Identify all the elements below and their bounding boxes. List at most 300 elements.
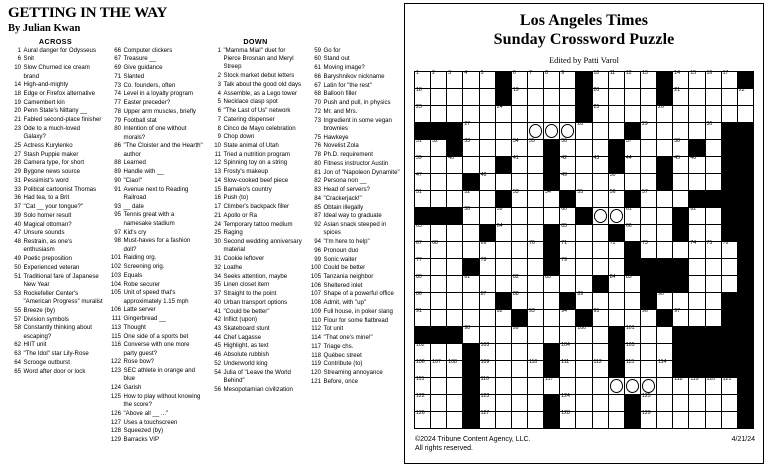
- grid-cell[interactable]: [447, 105, 463, 122]
- grid-cell[interactable]: [640, 105, 656, 122]
- grid-cell[interactable]: [415, 275, 431, 292]
- grid-cell[interactable]: [511, 88, 527, 105]
- grid-cell[interactable]: [415, 360, 431, 377]
- grid-cell[interactable]: [689, 309, 705, 326]
- grid-cell[interactable]: [657, 394, 673, 411]
- grid-cell[interactable]: [576, 292, 592, 309]
- grid-cell[interactable]: [415, 394, 431, 411]
- grid-cell[interactable]: [544, 309, 560, 326]
- grid-cell[interactable]: [431, 360, 447, 377]
- grid-cell[interactable]: [479, 156, 495, 173]
- grid-cell[interactable]: [673, 190, 689, 207]
- grid-cell[interactable]: [544, 326, 560, 343]
- grid-cell[interactable]: [673, 292, 689, 309]
- grid-cell[interactable]: [415, 71, 431, 88]
- grid-cell[interactable]: [576, 411, 592, 428]
- grid-cell[interactable]: [705, 258, 721, 275]
- grid-cell[interactable]: [640, 309, 656, 326]
- grid-cell[interactable]: [447, 71, 463, 88]
- grid-cell[interactable]: [624, 360, 640, 377]
- grid-cell[interactable]: [737, 88, 753, 105]
- grid-cell[interactable]: [640, 88, 656, 105]
- grid-cell[interactable]: [511, 173, 527, 190]
- grid-cell[interactable]: [415, 309, 431, 326]
- grid-cell[interactable]: [431, 377, 447, 394]
- grid-cell[interactable]: [544, 105, 560, 122]
- grid-cell[interactable]: [689, 122, 705, 139]
- grid-cell[interactable]: [657, 122, 673, 139]
- grid-cell[interactable]: [705, 275, 721, 292]
- grid-cell[interactable]: [415, 173, 431, 190]
- grid-cell[interactable]: [705, 156, 721, 173]
- grid-cell[interactable]: [689, 71, 705, 88]
- grid-cell[interactable]: [624, 275, 640, 292]
- grid-cell[interactable]: [447, 156, 463, 173]
- grid-cell[interactable]: [511, 156, 527, 173]
- grid-cell[interactable]: [463, 241, 479, 258]
- grid-cell[interactable]: [560, 394, 576, 411]
- grid-cell[interactable]: [624, 156, 640, 173]
- grid-cell[interactable]: [527, 71, 543, 88]
- grid-cell[interactable]: [527, 105, 543, 122]
- grid-cell[interactable]: [511, 377, 527, 394]
- grid-cell[interactable]: [511, 411, 527, 428]
- grid-cell[interactable]: [544, 71, 560, 88]
- grid-cell[interactable]: [415, 343, 431, 360]
- grid-cell[interactable]: [447, 190, 463, 207]
- grid-cell[interactable]: [705, 377, 721, 394]
- grid-cell[interactable]: [673, 156, 689, 173]
- grid-cell[interactable]: [608, 190, 624, 207]
- grid-cell[interactable]: [624, 71, 640, 88]
- grid-cell[interactable]: [560, 105, 576, 122]
- grid-cell[interactable]: [640, 156, 656, 173]
- grid-cell[interactable]: [640, 377, 656, 394]
- grid-cell[interactable]: [511, 258, 527, 275]
- grid-cell[interactable]: [705, 139, 721, 156]
- grid-cell[interactable]: [463, 275, 479, 292]
- grid-cell[interactable]: [673, 394, 689, 411]
- grid-cell[interactable]: [544, 190, 560, 207]
- grid-cell[interactable]: [608, 105, 624, 122]
- grid-cell[interactable]: [560, 241, 576, 258]
- grid-cell[interactable]: [495, 411, 511, 428]
- grid-cell[interactable]: [431, 139, 447, 156]
- grid-cell[interactable]: [527, 343, 543, 360]
- grid-cell[interactable]: [495, 122, 511, 139]
- grid-cell[interactable]: [447, 258, 463, 275]
- grid-cell[interactable]: [592, 224, 608, 241]
- grid-cell[interactable]: [479, 190, 495, 207]
- grid-cell[interactable]: [463, 88, 479, 105]
- grid-cell[interactable]: [592, 207, 608, 224]
- grid-cell[interactable]: [479, 173, 495, 190]
- grid-cell[interactable]: [463, 292, 479, 309]
- grid-cell[interactable]: [640, 394, 656, 411]
- grid-cell[interactable]: [560, 156, 576, 173]
- grid-cell[interactable]: [705, 394, 721, 411]
- grid-cell[interactable]: [447, 360, 463, 377]
- grid-cell[interactable]: [463, 309, 479, 326]
- grid-cell[interactable]: [527, 326, 543, 343]
- grid-cell[interactable]: [447, 241, 463, 258]
- grid-cell[interactable]: [495, 241, 511, 258]
- grid-cell[interactable]: [495, 309, 511, 326]
- grid-cell[interactable]: [431, 71, 447, 88]
- grid-cell[interactable]: [511, 394, 527, 411]
- grid-cell[interactable]: [705, 309, 721, 326]
- grid-cell[interactable]: [608, 275, 624, 292]
- grid-cell[interactable]: [495, 394, 511, 411]
- grid-cell[interactable]: [624, 105, 640, 122]
- grid-cell[interactable]: [592, 343, 608, 360]
- grid-cell[interactable]: [640, 241, 656, 258]
- grid-cell[interactable]: [673, 122, 689, 139]
- grid-cell[interactable]: [705, 241, 721, 258]
- grid-cell[interactable]: [592, 156, 608, 173]
- grid-cell[interactable]: [479, 326, 495, 343]
- grid-cell[interactable]: [721, 258, 737, 275]
- grid-cell[interactable]: [479, 343, 495, 360]
- grid-cell[interactable]: [721, 71, 737, 88]
- grid-cell[interactable]: [431, 258, 447, 275]
- grid-cell[interactable]: [608, 173, 624, 190]
- grid-cell[interactable]: [576, 394, 592, 411]
- grid-cell[interactable]: [479, 377, 495, 394]
- grid-cell[interactable]: [415, 411, 431, 428]
- grid-cell[interactable]: [479, 88, 495, 105]
- grid-cell[interactable]: [576, 275, 592, 292]
- grid-cell[interactable]: [431, 275, 447, 292]
- grid-cell[interactable]: [560, 122, 576, 139]
- grid-cell[interactable]: [479, 258, 495, 275]
- crossword-grid[interactable]: [414, 71, 754, 429]
- grid-cell[interactable]: [673, 173, 689, 190]
- grid-cell[interactable]: [560, 343, 576, 360]
- grid-cell[interactable]: [592, 377, 608, 394]
- grid-cell[interactable]: [608, 309, 624, 326]
- grid-cell[interactable]: [415, 190, 431, 207]
- grid-cell[interactable]: [624, 377, 640, 394]
- grid-cell[interactable]: [592, 309, 608, 326]
- grid-cell[interactable]: [576, 224, 592, 241]
- grid-cell[interactable]: [527, 411, 543, 428]
- grid-cell[interactable]: [608, 411, 624, 428]
- grid-cell[interactable]: [624, 88, 640, 105]
- grid-cell[interactable]: [721, 377, 737, 394]
- grid-cell[interactable]: [479, 411, 495, 428]
- grid-cell[interactable]: [544, 275, 560, 292]
- grid-cell[interactable]: [560, 139, 576, 156]
- grid-cell[interactable]: [640, 343, 656, 360]
- grid-cell[interactable]: [560, 71, 576, 88]
- grid-cell[interactable]: [657, 207, 673, 224]
- grid-cell[interactable]: [463, 105, 479, 122]
- grid-cell[interactable]: [527, 156, 543, 173]
- grid-cell[interactable]: [511, 292, 527, 309]
- grid-cell[interactable]: [447, 224, 463, 241]
- grid-cell[interactable]: [640, 139, 656, 156]
- grid-cell[interactable]: [737, 105, 753, 122]
- grid-cell[interactable]: [576, 360, 592, 377]
- grid-cell[interactable]: [544, 122, 560, 139]
- grid-cell[interactable]: [415, 224, 431, 241]
- grid-cell[interactable]: [705, 105, 721, 122]
- grid-cell[interactable]: [592, 105, 608, 122]
- grid-cell[interactable]: [495, 360, 511, 377]
- grid-cell[interactable]: [431, 190, 447, 207]
- grid-cell[interactable]: [689, 207, 705, 224]
- grid-cell[interactable]: [592, 241, 608, 258]
- grid-cell[interactable]: [592, 258, 608, 275]
- grid-cell[interactable]: [705, 122, 721, 139]
- grid-cell[interactable]: [673, 105, 689, 122]
- grid-cell[interactable]: [689, 173, 705, 190]
- grid-cell[interactable]: [527, 224, 543, 241]
- grid-cell[interactable]: [479, 275, 495, 292]
- grid-cell[interactable]: [657, 377, 673, 394]
- grid-cell[interactable]: [431, 224, 447, 241]
- grid-cell[interactable]: [640, 326, 656, 343]
- grid-cell[interactable]: [527, 292, 543, 309]
- grid-cell[interactable]: [479, 139, 495, 156]
- grid-cell[interactable]: [463, 326, 479, 343]
- grid-cell[interactable]: [657, 343, 673, 360]
- grid-cell[interactable]: [705, 292, 721, 309]
- grid-cell[interactable]: [463, 71, 479, 88]
- grid-cell[interactable]: [431, 292, 447, 309]
- grid-cell[interactable]: [527, 173, 543, 190]
- grid-cell[interactable]: [624, 207, 640, 224]
- grid-cell[interactable]: [576, 258, 592, 275]
- grid-cell[interactable]: [592, 122, 608, 139]
- grid-cell[interactable]: [479, 122, 495, 139]
- grid-cell[interactable]: [608, 394, 624, 411]
- grid-cell[interactable]: [560, 360, 576, 377]
- grid-cell[interactable]: [657, 139, 673, 156]
- grid-cell[interactable]: [415, 258, 431, 275]
- grid-cell[interactable]: [560, 88, 576, 105]
- grid-cell[interactable]: [592, 88, 608, 105]
- grid-cell[interactable]: [511, 190, 527, 207]
- grid-cell[interactable]: [511, 241, 527, 258]
- grid-cell[interactable]: [447, 309, 463, 326]
- grid-cell[interactable]: [608, 292, 624, 309]
- grid-cell[interactable]: [463, 224, 479, 241]
- grid-cell[interactable]: [495, 343, 511, 360]
- grid-cell[interactable]: [560, 309, 576, 326]
- grid-cell[interactable]: [560, 207, 576, 224]
- grid-cell[interactable]: [415, 156, 431, 173]
- grid-cell[interactable]: [689, 105, 705, 122]
- grid-cell[interactable]: [527, 88, 543, 105]
- grid-cell[interactable]: [479, 207, 495, 224]
- grid-cell[interactable]: [673, 411, 689, 428]
- grid-cell[interactable]: [673, 309, 689, 326]
- grid-cell[interactable]: [495, 139, 511, 156]
- grid-cell[interactable]: [576, 241, 592, 258]
- grid-cell[interactable]: [657, 224, 673, 241]
- grid-cell[interactable]: [431, 105, 447, 122]
- grid-cell[interactable]: [415, 377, 431, 394]
- grid-cell[interactable]: [705, 88, 721, 105]
- grid-cell[interactable]: [689, 377, 705, 394]
- grid-cell[interactable]: [721, 275, 737, 292]
- grid-cell[interactable]: [576, 326, 592, 343]
- grid-cell[interactable]: [705, 411, 721, 428]
- grid-cell[interactable]: [415, 139, 431, 156]
- grid-cell[interactable]: [592, 190, 608, 207]
- grid-cell[interactable]: [479, 105, 495, 122]
- grid-cell[interactable]: [721, 411, 737, 428]
- grid-cell[interactable]: [640, 207, 656, 224]
- grid-cell[interactable]: [495, 377, 511, 394]
- grid-cell[interactable]: [624, 343, 640, 360]
- grid-cell[interactable]: [495, 173, 511, 190]
- grid-cell[interactable]: [721, 394, 737, 411]
- grid-cell[interactable]: [447, 88, 463, 105]
- grid-cell[interactable]: [447, 394, 463, 411]
- grid-cell[interactable]: [721, 241, 737, 258]
- grid-cell[interactable]: [544, 88, 560, 105]
- grid-cell[interactable]: [511, 139, 527, 156]
- grid-cell[interactable]: [673, 241, 689, 258]
- grid-cell[interactable]: [527, 139, 543, 156]
- grid-cell[interactable]: [576, 156, 592, 173]
- grid-cell[interactable]: [495, 224, 511, 241]
- grid-cell[interactable]: [689, 224, 705, 241]
- grid-cell[interactable]: [479, 241, 495, 258]
- grid-cell[interactable]: [415, 105, 431, 122]
- grid-cell[interactable]: [511, 360, 527, 377]
- grid-cell[interactable]: [527, 275, 543, 292]
- grid-cell[interactable]: [544, 292, 560, 309]
- grid-cell[interactable]: [544, 377, 560, 394]
- grid-cell[interactable]: [560, 173, 576, 190]
- grid-cell[interactable]: [527, 241, 543, 258]
- grid-cell[interactable]: [479, 309, 495, 326]
- grid-cell[interactable]: [705, 207, 721, 224]
- grid-cell[interactable]: [560, 258, 576, 275]
- grid-cell[interactable]: [592, 326, 608, 343]
- grid-cell[interactable]: [495, 207, 511, 224]
- grid-cell[interactable]: [608, 122, 624, 139]
- grid-cell[interactable]: [560, 275, 576, 292]
- grid-cell[interactable]: [608, 207, 624, 224]
- grid-cell[interactable]: [447, 377, 463, 394]
- grid-cell[interactable]: [527, 360, 543, 377]
- grid-cell[interactable]: [463, 139, 479, 156]
- grid-cell[interactable]: [560, 411, 576, 428]
- grid-cell[interactable]: [527, 309, 543, 326]
- grid-cell[interactable]: [511, 105, 527, 122]
- grid-cell[interactable]: [689, 394, 705, 411]
- grid-cell[interactable]: [592, 292, 608, 309]
- grid-cell[interactable]: [576, 343, 592, 360]
- grid-cell[interactable]: [705, 71, 721, 88]
- grid-cell[interactable]: [592, 394, 608, 411]
- grid-cell[interactable]: [721, 88, 737, 105]
- grid-cell[interactable]: [415, 292, 431, 309]
- grid-cell[interactable]: [624, 309, 640, 326]
- grid-cell[interactable]: [495, 258, 511, 275]
- grid-cell[interactable]: [657, 105, 673, 122]
- grid-cell[interactable]: [560, 326, 576, 343]
- grid-cell[interactable]: [640, 360, 656, 377]
- grid-cell[interactable]: [495, 326, 511, 343]
- grid-cell[interactable]: [431, 343, 447, 360]
- grid-cell[interactable]: [511, 71, 527, 88]
- grid-cell[interactable]: [624, 292, 640, 309]
- grid-cell[interactable]: [495, 105, 511, 122]
- grid-cell[interactable]: [608, 88, 624, 105]
- grid-cell[interactable]: [527, 258, 543, 275]
- grid-cell[interactable]: [527, 377, 543, 394]
- grid-cell[interactable]: [511, 343, 527, 360]
- grid-cell[interactable]: [657, 411, 673, 428]
- grid-cell[interactable]: [479, 71, 495, 88]
- grid-cell[interactable]: [511, 122, 527, 139]
- grid-cell[interactable]: [705, 173, 721, 190]
- grid-cell[interactable]: [608, 258, 624, 275]
- grid-cell[interactable]: [657, 326, 673, 343]
- grid-cell[interactable]: [527, 122, 543, 139]
- grid-cell[interactable]: [689, 292, 705, 309]
- grid-cell[interactable]: [447, 173, 463, 190]
- grid-cell[interactable]: [673, 139, 689, 156]
- grid-cell[interactable]: [689, 241, 705, 258]
- grid-cell[interactable]: [592, 139, 608, 156]
- grid-cell[interactable]: [479, 394, 495, 411]
- grid-cell[interactable]: [447, 411, 463, 428]
- grid-cell[interactable]: [511, 224, 527, 241]
- grid-cell[interactable]: [527, 207, 543, 224]
- grid-cell[interactable]: [463, 207, 479, 224]
- grid-cell[interactable]: [479, 360, 495, 377]
- grid-cell[interactable]: [673, 88, 689, 105]
- grid-cell[interactable]: [511, 326, 527, 343]
- grid-cell[interactable]: [608, 71, 624, 88]
- grid-cell[interactable]: [689, 411, 705, 428]
- grid-cell[interactable]: [415, 241, 431, 258]
- grid-cell[interactable]: [657, 292, 673, 309]
- grid-cell[interactable]: [721, 105, 737, 122]
- grid-cell[interactable]: [544, 207, 560, 224]
- grid-cell[interactable]: [624, 139, 640, 156]
- grid-cell[interactable]: [689, 156, 705, 173]
- grid-cell[interactable]: [624, 173, 640, 190]
- grid-cell[interactable]: [560, 377, 576, 394]
- grid-cell[interactable]: [640, 122, 656, 139]
- grid-cell[interactable]: [576, 122, 592, 139]
- grid-cell[interactable]: [592, 71, 608, 88]
- grid-cell[interactable]: [431, 88, 447, 105]
- grid-cell[interactable]: [640, 224, 656, 241]
- grid-cell[interactable]: [560, 224, 576, 241]
- grid-cell[interactable]: [463, 190, 479, 207]
- grid-cell[interactable]: [592, 411, 608, 428]
- grid-cell[interactable]: [624, 326, 640, 343]
- grid-cell[interactable]: [640, 173, 656, 190]
- grid-cell[interactable]: [463, 156, 479, 173]
- grid-cell[interactable]: [511, 207, 527, 224]
- grid-cell[interactable]: [479, 292, 495, 309]
- grid-cell[interactable]: [431, 156, 447, 173]
- grid-cell[interactable]: [527, 190, 543, 207]
- grid-cell[interactable]: [657, 241, 673, 258]
- grid-cell[interactable]: [689, 258, 705, 275]
- grid-cell[interactable]: [640, 190, 656, 207]
